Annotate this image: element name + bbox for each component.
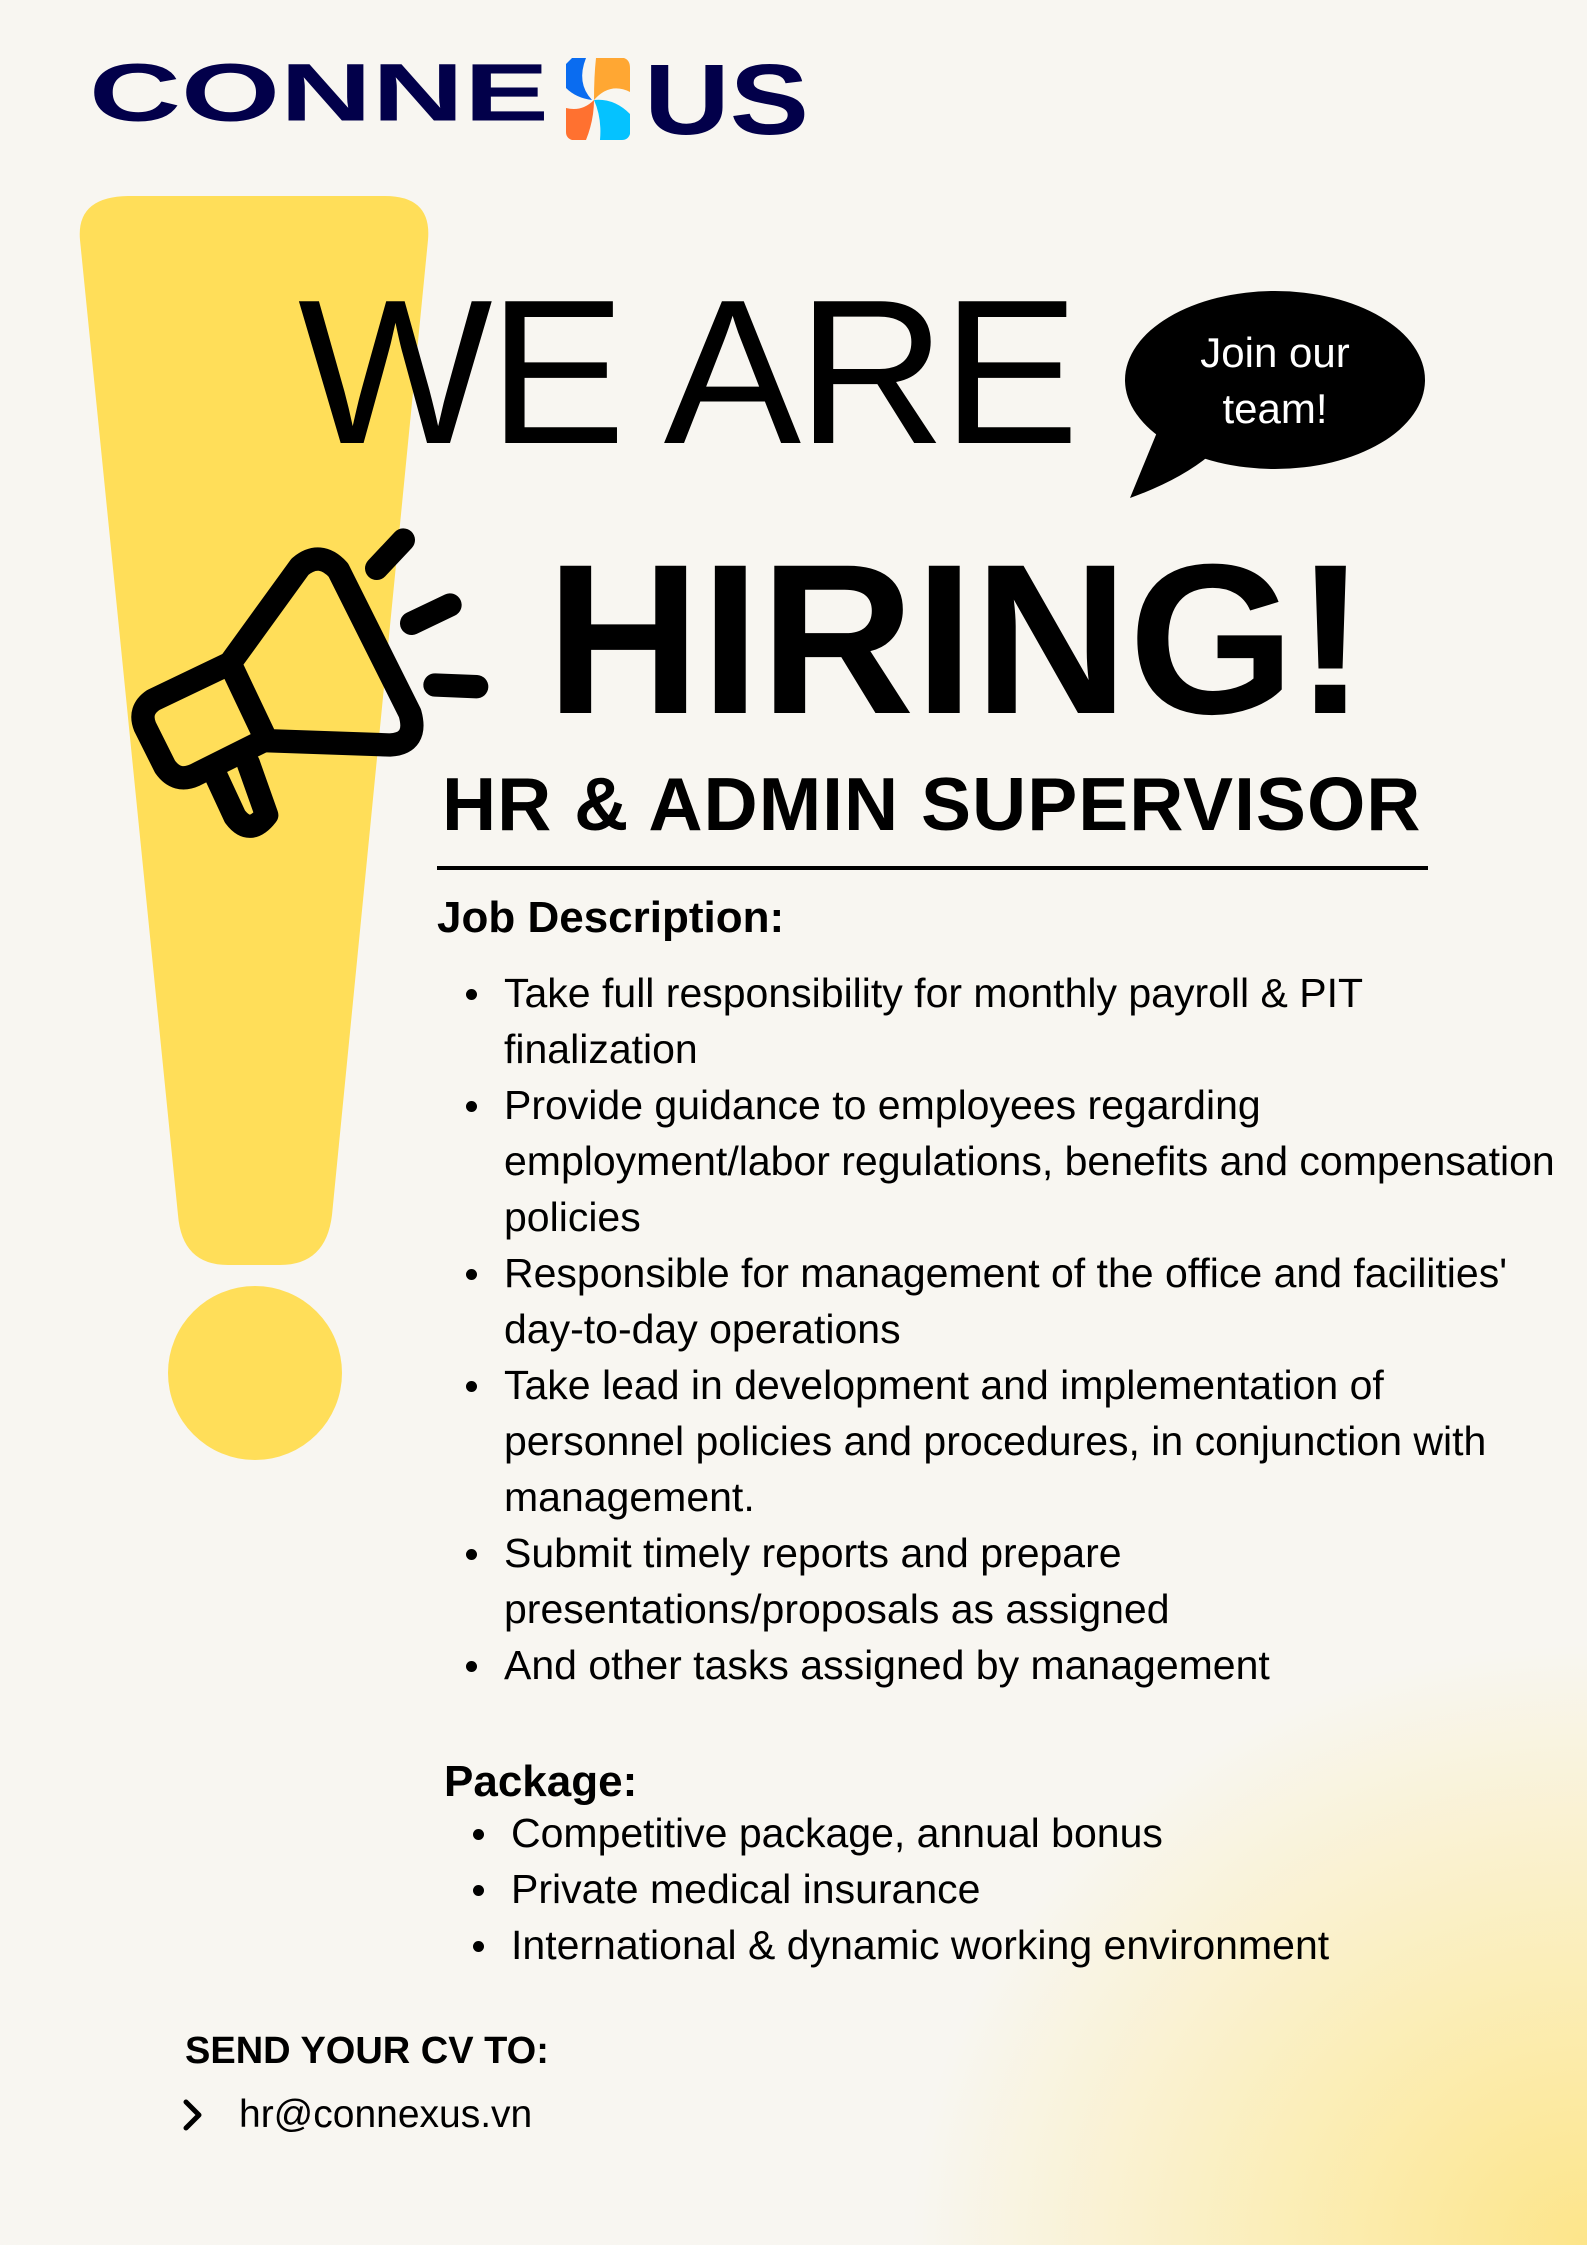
headline-hiring: HIRING! [546,520,1367,759]
list-item-text: Take lead in development and implementation of personnel policies and procedures, in conjunction with management. [504,1362,1487,1520]
svg-text:US: US [644,58,809,140]
list-item-text: International & dynamic working environment [511,1922,1330,1968]
bullet-icon [466,1661,477,1672]
exclamation-dot [168,1286,342,1460]
list-item [473,1917,1563,1973]
list-item [466,1637,1556,1693]
speech-bubble-text [1160,325,1390,437]
x-pinwheel-icon [566,58,630,140]
list-item-text: Competitive package, annual bonus [511,1810,1163,1856]
bullet-icon [473,1941,484,1952]
svg-text:CONNE: CONNE [89,58,549,139]
headline-we-are: WE ARE [298,257,1076,487]
list-item [473,1861,1563,1917]
job-title: HR & ADMIN SUPERVISOR [442,762,1422,846]
list-item [466,1077,1556,1245]
list-item-text: Submit timely reports and prepare presentations/proposals as assigned [504,1530,1170,1632]
contact-email-link[interactable]: hr@connexus.vn [239,2093,533,2136]
list-item-text: Responsible for management of the office and facilities' day-to-day operations [504,1250,1508,1352]
package-list [473,1805,1563,1973]
bullet-icon [466,1549,477,1560]
bubble-line-2: team! [1222,385,1328,432]
job-description-list [466,965,1556,1693]
chevron-right-icon [180,2098,206,2132]
bullet-icon [466,1381,477,1392]
bullet-icon [466,1269,477,1280]
bubble-line-1: Join our [1200,329,1350,376]
list-item-text: Provide guidance to employees regarding employment/labor regulations, benefits and compensation policies [504,1082,1555,1240]
divider [437,866,1428,870]
bullet-icon [473,1885,484,1896]
bullet-icon [466,1101,477,1112]
list-item-text: Take full responsibility for monthly payroll & PIT finalization [504,970,1363,1072]
list-item-text: And other tasks assigned by management [504,1642,1270,1688]
list-item [466,1525,1556,1637]
list-item-text: Private medical insurance [511,1866,981,1912]
bullet-icon [473,1829,484,1840]
list-item [466,1357,1556,1525]
package-heading: Package: [444,1757,638,1806]
job-description-heading: Job Description: [437,893,785,942]
send-cv-heading: SEND YOUR CV TO: [185,2030,549,2072]
connexus-logo [89,58,809,140]
list-item [466,1245,1556,1357]
list-item [473,1805,1563,1861]
bullet-icon [466,989,477,1000]
list-item [466,965,1556,1077]
